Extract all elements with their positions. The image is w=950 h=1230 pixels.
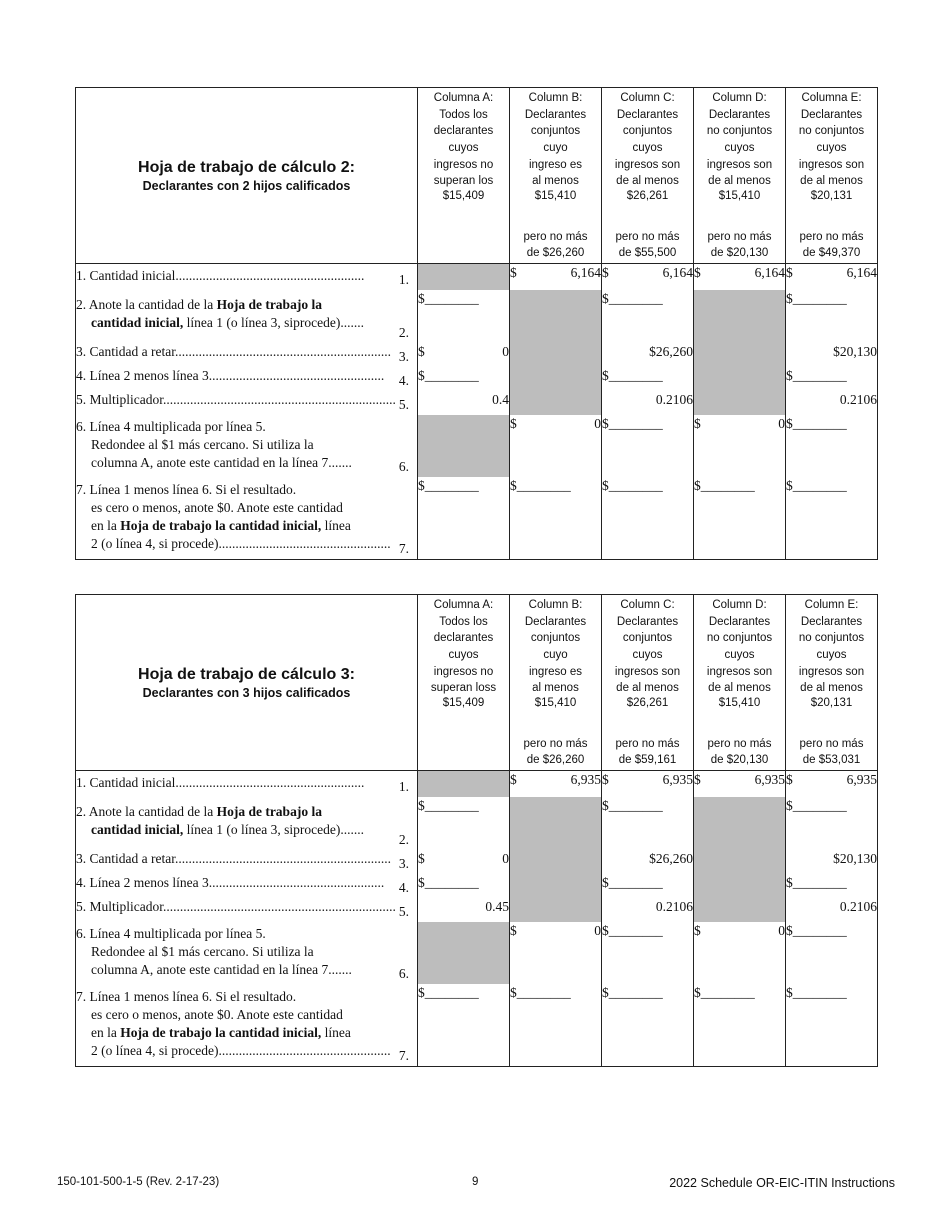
row-label: 5. Multiplicador..................................................................... 5.	[76, 392, 409, 412]
table-row	[76, 771, 878, 798]
shaded-cell	[510, 797, 602, 850]
form-number: 150-101-500-1-5 (Rev. 2-17-23)	[57, 1176, 220, 1188]
shaded-cell	[418, 922, 510, 984]
header-line: $26,261	[626, 190, 669, 203]
header-line: de al menos	[800, 682, 863, 695]
worksheet-3-title: Hoja de trabajo de cálculo 3:	[138, 665, 355, 683]
header-line: Columna A:	[433, 599, 494, 611]
shaded-cell	[694, 367, 786, 391]
header-line: cuyos	[448, 649, 479, 662]
amount-cell: $ 6,164	[510, 264, 602, 291]
header-line: cuyos	[632, 142, 663, 155]
amount-cell: $ 6,164	[602, 264, 694, 291]
ws2-column-a-header	[418, 88, 510, 264]
ws2-column-d-header	[694, 88, 786, 264]
header-line: de $20,130	[710, 246, 769, 259]
header-line: de al menos	[616, 175, 679, 188]
input-cell[interactable]: $________	[694, 477, 786, 560]
header-line: de $20,130	[710, 753, 769, 766]
input-cell[interactable]: $________	[786, 874, 878, 898]
input-cell[interactable]: $________	[786, 984, 878, 1067]
amount-cell: $ 0	[694, 922, 786, 984]
shaded-cell	[694, 391, 786, 415]
header-line: Columna A:	[433, 92, 494, 104]
table-row	[76, 290, 878, 343]
header-line: pero no más	[615, 737, 680, 750]
header-line: Declarantes	[708, 108, 771, 121]
header-line: Declarantes	[524, 615, 587, 628]
shaded-cell	[694, 898, 786, 922]
ws2-column-e-header	[786, 88, 878, 264]
header-line: Column E:	[804, 599, 859, 611]
header-line: no conjuntos	[706, 632, 773, 645]
table-row	[76, 898, 878, 922]
amount-cell: $ 0	[510, 415, 602, 477]
row-label: 4. Línea 2 menos línea 3.................................................... 4.	[76, 875, 409, 895]
row-label: 7. Línea 1 menos línea 6. Si el resultado. es cero o menos, anote $0. Anote este cantidad en la Hoja de trabajo la cantidad inicial, línea 2 (o línea 4, si procede)................................................... 7.	[76, 989, 409, 1063]
header-line: ingresos son	[798, 158, 865, 171]
input-cell[interactable]: $________	[602, 984, 694, 1067]
header-line: Todos los	[439, 615, 488, 628]
amount-cell: $ 0	[418, 850, 510, 874]
table-row	[76, 391, 878, 415]
header-line: de al menos	[800, 175, 863, 188]
table-row	[76, 984, 878, 1067]
header-line: Declarantes	[800, 615, 863, 628]
multiplier-cell: 0.4	[418, 391, 510, 415]
header-line: de al menos	[616, 682, 679, 695]
amount-cell: $ 6,164	[694, 264, 786, 291]
header-line: $15,409	[442, 190, 485, 203]
ws2-column-b-header	[510, 88, 602, 264]
row-label: 3. Cantidad a retar................................................................ 3.	[76, 344, 409, 364]
header-line: Declarantes	[800, 108, 863, 121]
shaded-cell	[694, 290, 786, 343]
multiplier-cell: 0.2106	[786, 391, 878, 415]
header-line: de $49,370	[802, 246, 861, 259]
worksheet-2-title-cell	[76, 88, 418, 264]
input-cell[interactable]: $________	[510, 477, 602, 560]
header-line: Declarantes	[616, 108, 679, 121]
row-label: 3. Cantidad a retar................................................................ 3.	[76, 851, 409, 871]
header-line: cuyos	[816, 649, 847, 662]
input-cell[interactable]: $________	[510, 984, 602, 1067]
input-cell[interactable]: $________	[418, 984, 510, 1067]
header-line: $15,410	[534, 697, 577, 710]
header-line: $20,131	[810, 697, 853, 710]
input-cell[interactable]: $________	[786, 290, 878, 343]
amount-cell: $ 6,935	[602, 771, 694, 798]
header-line: ingresos no	[433, 665, 494, 678]
input-cell[interactable]: $________	[786, 922, 878, 984]
shaded-cell	[510, 343, 602, 367]
input-cell[interactable]: $________	[418, 874, 510, 898]
input-cell[interactable]: $________	[602, 922, 694, 984]
header-line: declarantes	[433, 632, 494, 645]
amount-cell: $20,130	[786, 343, 878, 367]
shaded-cell	[510, 874, 602, 898]
row-label: 2. Anote la cantidad de la Hoja de trabajo la cantidad inicial, línea 1 (o línea 3, siprocede)....... 2.	[76, 297, 409, 340]
header-line: ingresos no	[433, 158, 494, 171]
input-cell[interactable]: $________	[602, 290, 694, 343]
header-line: $15,410	[534, 190, 577, 203]
header-line: $26,261	[626, 697, 669, 710]
header-line: Column C:	[620, 92, 675, 104]
input-cell[interactable]: $________	[418, 797, 510, 850]
worksheet-3-title-cell	[76, 595, 418, 771]
header-line: pero no más	[523, 230, 588, 243]
worksheet-2-title: Hoja de trabajo de cálculo 2:	[138, 158, 355, 176]
shaded-cell	[418, 771, 510, 798]
input-cell[interactable]: $________	[418, 477, 510, 560]
amount-cell: $ 0	[510, 922, 602, 984]
document-title: 2022 Schedule OR-EIC-ITIN Instructions	[669, 1176, 895, 1190]
header-line: de $26,260	[526, 753, 585, 766]
shaded-cell	[418, 415, 510, 477]
amount-cell: $20,130	[786, 850, 878, 874]
header-line: al menos	[532, 682, 579, 695]
amount-cell: $ 0	[418, 343, 510, 367]
input-cell[interactable]: $________	[786, 797, 878, 850]
header-line: ingresos son	[614, 158, 681, 171]
shaded-cell	[510, 898, 602, 922]
table-row	[76, 850, 878, 874]
ws3-column-a-header	[418, 595, 510, 771]
header-line: conjuntos	[530, 632, 581, 645]
header-line: Declarantes	[524, 108, 587, 121]
header-line: ingresos son	[798, 665, 865, 678]
header-line: de al menos	[708, 682, 771, 695]
header-line: de $53,031	[802, 753, 861, 766]
header-line: no conjuntos	[798, 632, 865, 645]
header-line: $15,409	[442, 697, 485, 710]
row-label: 6. Línea 4 multiplicada por línea 5. Redondee al $1 más cercano. Si utiliza la columna A, anote este cantidad en la línea 7....... 6.	[76, 926, 409, 981]
input-cell[interactable]: $________	[786, 477, 878, 560]
shaded-cell	[510, 850, 602, 874]
table-row	[76, 797, 878, 850]
input-cell[interactable]: $________	[602, 367, 694, 391]
header-line: cuyos	[816, 142, 847, 155]
amount-cell: $ 6,935	[786, 771, 878, 798]
header-line: Column D:	[712, 599, 767, 611]
input-cell[interactable]: $________	[786, 415, 878, 477]
header-line: cuyos	[448, 142, 479, 155]
header-line: Column D:	[712, 92, 767, 104]
header-line: $15,410	[718, 190, 761, 203]
row-label: 1. Cantidad inicial........................................................ 1.	[76, 268, 409, 287]
header-line: pero no más	[799, 737, 864, 750]
header-line: ingresos son	[706, 158, 773, 171]
shaded-cell	[510, 367, 602, 391]
ws3-column-e-header	[786, 595, 878, 771]
worksheet-2-table	[75, 87, 878, 560]
header-line: ingresos son	[706, 665, 773, 678]
amount-cell: $ 0	[694, 415, 786, 477]
multiplier-cell: 0.2106	[786, 898, 878, 922]
header-line: $20,131	[810, 190, 853, 203]
header-line: $15,410	[718, 697, 761, 710]
row-label: 2. Anote la cantidad de la Hoja de trabajo la cantidad inicial, línea 1 (o línea 3, siprocede)....... 2.	[76, 804, 409, 847]
header-line: ingresos son	[614, 665, 681, 678]
table-row	[76, 874, 878, 898]
header-line: superan los	[433, 175, 494, 188]
row-label: 6. Línea 4 multiplicada por línea 5. Redondee al $1 más cercano. Si utiliza la columna A, anote este cantidad en la línea 7....... 6.	[76, 419, 409, 474]
amount-cell: $26,260	[602, 850, 694, 874]
multiplier-cell: 0.45	[418, 898, 510, 922]
header-line: declarantes	[433, 125, 494, 138]
header-line: de $55,500	[618, 246, 677, 259]
ws3-column-b-header	[510, 595, 602, 771]
ws3-column-c-header	[602, 595, 694, 771]
input-cell[interactable]: $________	[602, 415, 694, 477]
worksheet-3-table	[75, 594, 878, 1067]
table-row	[76, 922, 878, 984]
input-cell[interactable]: $________	[602, 797, 694, 850]
worksheet-2-subtitle: Declarantes con 2 hijos calificados	[142, 178, 351, 193]
header-line: cuyos	[632, 649, 663, 662]
header-line: Declarantes	[616, 615, 679, 628]
header-line: de $59,161	[618, 753, 677, 766]
amount-cell: $ 6,935	[694, 771, 786, 798]
header-line: al menos	[532, 175, 579, 188]
header-line: cuyos	[724, 649, 755, 662]
header-line: Columna E:	[801, 92, 862, 104]
header-line: pero no más	[707, 230, 772, 243]
multiplier-cell: 0.2106	[602, 898, 694, 922]
input-cell[interactable]: $________	[602, 477, 694, 560]
amount-cell: $26,260	[602, 343, 694, 367]
header-line: superan loss	[430, 682, 497, 695]
shaded-cell	[418, 264, 510, 291]
worksheet-3-subtitle: Declarantes con 3 hijos calificados	[142, 685, 351, 700]
header-line: Declarantes	[708, 615, 771, 628]
input-cell[interactable]: $________	[602, 874, 694, 898]
shaded-cell	[694, 874, 786, 898]
header-line: conjuntos	[622, 125, 673, 138]
header-line: conjuntos	[530, 125, 581, 138]
header-line: ingreso es	[528, 158, 583, 171]
header-line: Column B:	[528, 92, 583, 104]
input-cell[interactable]: $________	[694, 984, 786, 1067]
header-line: cuyo	[543, 649, 568, 662]
header-line: de al menos	[708, 175, 771, 188]
table-row	[76, 415, 878, 477]
table-row	[76, 367, 878, 391]
header-line: Column C:	[620, 599, 675, 611]
input-cell[interactable]: $________	[786, 367, 878, 391]
ws2-column-c-header	[602, 88, 694, 264]
row-label: 4. Línea 2 menos línea 3.................................................... 4.	[76, 368, 409, 388]
table-row	[76, 264, 878, 291]
input-cell[interactable]: $________	[418, 367, 510, 391]
header-line: pero no más	[523, 737, 588, 750]
header-line: pero no más	[799, 230, 864, 243]
header-line: no conjuntos	[706, 125, 773, 138]
header-line: conjuntos	[622, 632, 673, 645]
header-line: pero no más	[615, 230, 680, 243]
amount-cell: $ 6,164	[786, 264, 878, 291]
shaded-cell	[694, 343, 786, 367]
ws3-column-d-header	[694, 595, 786, 771]
shaded-cell	[694, 797, 786, 850]
header-line: pero no más	[707, 737, 772, 750]
multiplier-cell: 0.2106	[602, 391, 694, 415]
row-label: 7. Línea 1 menos línea 6. Si el resultado. es cero o menos, anote $0. Anote este cantidad en la Hoja de trabajo la cantidad inicial, línea 2 (o línea 4, si procede)................................................... 7.	[76, 482, 409, 556]
page-number: 9	[472, 1176, 479, 1188]
row-label: 5. Multiplicador..................................................................... 5.	[76, 899, 409, 919]
shaded-cell	[510, 391, 602, 415]
table-row	[76, 477, 878, 560]
header-line: Column B:	[528, 599, 583, 611]
shaded-cell	[510, 290, 602, 343]
header-line: ingreso es	[528, 665, 583, 678]
header-line: cuyos	[724, 142, 755, 155]
shaded-cell	[694, 850, 786, 874]
header-line: cuyo	[543, 142, 568, 155]
header-line: no conjuntos	[798, 125, 865, 138]
input-cell[interactable]: $________	[418, 290, 510, 343]
amount-cell: $ 6,935	[510, 771, 602, 798]
table-row	[76, 343, 878, 367]
header-line: de $26,260	[526, 246, 585, 259]
header-line: Todos los	[439, 108, 488, 121]
row-label: 1. Cantidad inicial........................................................ 1.	[76, 775, 409, 794]
